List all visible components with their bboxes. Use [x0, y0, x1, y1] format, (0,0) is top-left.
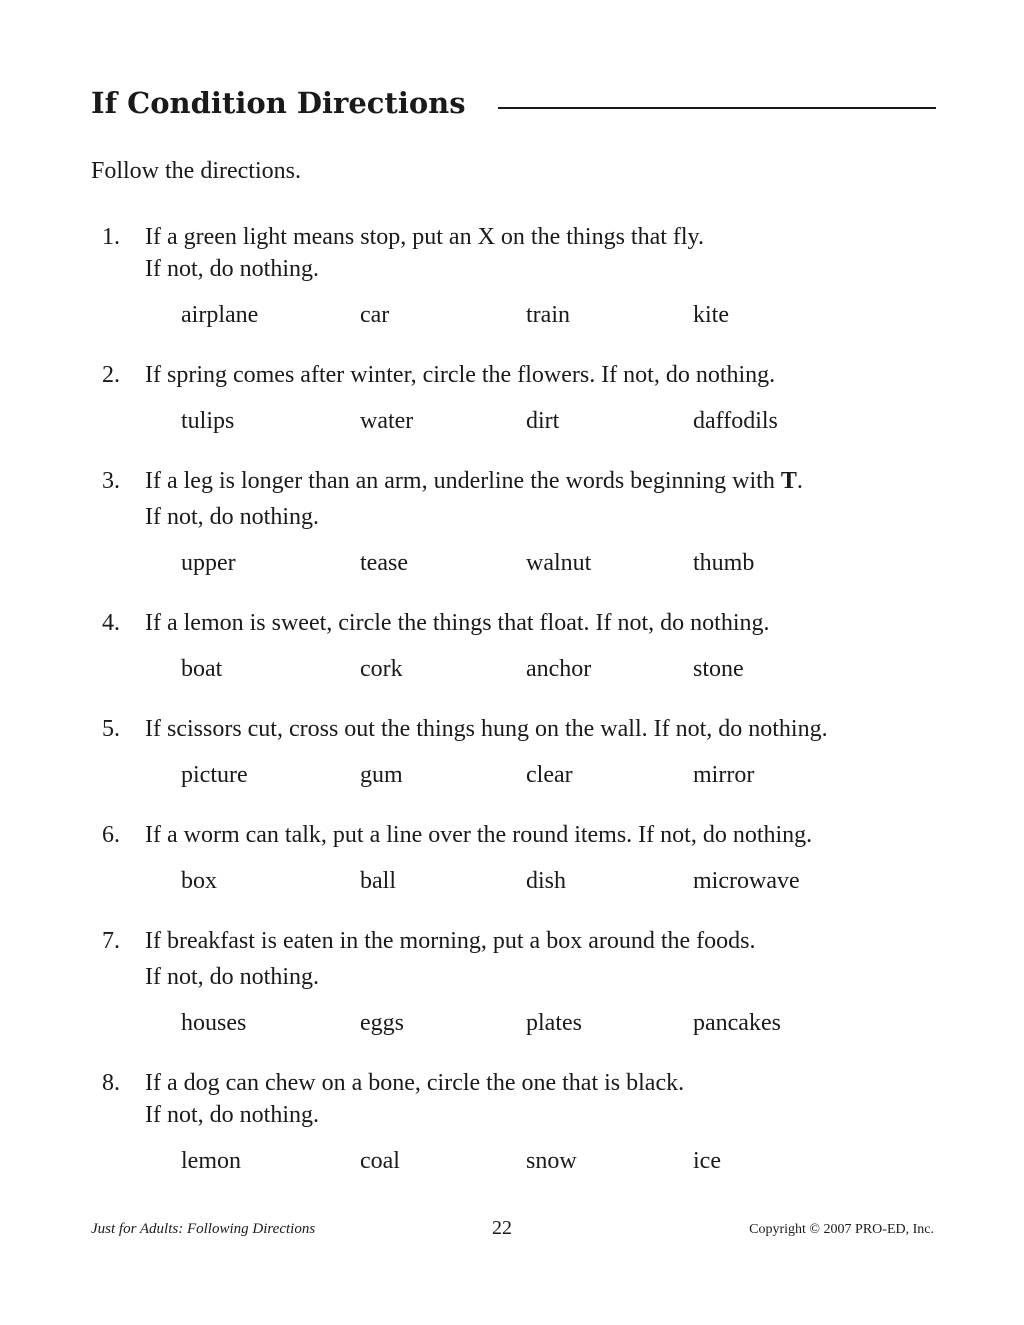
question-number: 4.	[102, 610, 120, 636]
bold-letter: T	[780, 468, 797, 494]
question-line: If breakfast is eaten in the morning, put a box around the foods.	[145, 928, 756, 954]
word-option[interactable]: water	[360, 408, 414, 434]
word-option[interactable]: plates	[526, 1010, 582, 1036]
question-line-2: If not, do nothing.	[145, 964, 319, 990]
question-number: 2.	[102, 362, 120, 388]
title-rule	[498, 107, 936, 109]
question-line: If a lemon is sweet, circle the things that float. If not, do nothing.	[145, 610, 770, 636]
question-line: If spring comes after winter, circle the flowers. If not, do nothing.	[145, 362, 776, 388]
word-option[interactable]: coal	[360, 1148, 400, 1174]
page-title: If Condition Directions	[91, 86, 466, 120]
word-option[interactable]: clear	[526, 762, 573, 788]
word-option[interactable]: pancakes	[693, 1010, 781, 1036]
word-option[interactable]: eggs	[360, 1010, 404, 1036]
question-line-2: If not, do nothing.	[145, 1102, 319, 1128]
word-option[interactable]: airplane	[181, 302, 259, 328]
question-number: 8.	[102, 1070, 120, 1096]
word-option[interactable]: upper	[181, 550, 236, 576]
word-option[interactable]: microwave	[693, 868, 800, 894]
question-number: 6.	[102, 822, 120, 848]
question-number: 1.	[102, 224, 120, 250]
word-option[interactable]: lemon	[181, 1148, 241, 1174]
word-option[interactable]: daffodils	[693, 408, 778, 434]
word-option[interactable]: boat	[181, 656, 223, 682]
word-option[interactable]: picture	[181, 762, 248, 788]
question-number: 5.	[102, 716, 120, 742]
question-line: If a dog can chew on a bone, circle the one that is black.	[145, 1070, 685, 1096]
question-number: 7.	[102, 928, 120, 954]
question-line: If scissors cut, cross out the things hung on the wall. If not, do nothing.	[145, 716, 828, 742]
word-option[interactable]: dish	[526, 868, 567, 894]
word-option[interactable]: kite	[693, 302, 729, 328]
word-option[interactable]: tease	[360, 550, 408, 576]
word-option[interactable]: tulips	[181, 408, 235, 434]
question-line-2: If not, do nothing.	[145, 256, 319, 282]
page-number: 22	[492, 1217, 512, 1239]
word-option[interactable]: snow	[526, 1148, 577, 1174]
question-punctuation: .	[796, 468, 803, 494]
word-option[interactable]: stone	[693, 656, 744, 682]
word-option[interactable]: box	[181, 868, 217, 894]
word-option[interactable]: thumb	[693, 550, 755, 576]
word-option[interactable]: car	[360, 302, 390, 328]
word-option[interactable]: gum	[360, 762, 403, 788]
question-text: If a leg is longer than an arm, underline the words beginning with	[145, 468, 781, 494]
question-line: If a worm can talk, put a line over the round items. If not, do nothing.	[145, 822, 813, 848]
footer-copyright: Copyright © 2007 PRO-ED, Inc.	[749, 1222, 934, 1237]
word-option[interactable]: houses	[181, 1010, 247, 1036]
word-option[interactable]: mirror	[693, 762, 755, 788]
word-option[interactable]: ice	[693, 1148, 721, 1174]
word-option[interactable]: anchor	[526, 656, 592, 682]
footer-book-title: Just for Adults: Following Directions	[91, 1221, 316, 1237]
word-option[interactable]: ball	[360, 868, 396, 894]
question-number: 3.	[102, 468, 120, 494]
word-option[interactable]: dirt	[526, 408, 560, 434]
title-row	[91, 86, 936, 126]
word-option[interactable]: train	[526, 302, 570, 328]
question-line-2: If not, do nothing.	[145, 504, 319, 530]
word-option[interactable]: cork	[360, 656, 403, 682]
intro-text: Follow the directions.	[91, 158, 301, 184]
question-line: If a green light means stop, put an X on the things that fly.	[145, 224, 704, 250]
question-line	[145, 468, 803, 495]
word-option[interactable]: walnut	[526, 550, 592, 576]
